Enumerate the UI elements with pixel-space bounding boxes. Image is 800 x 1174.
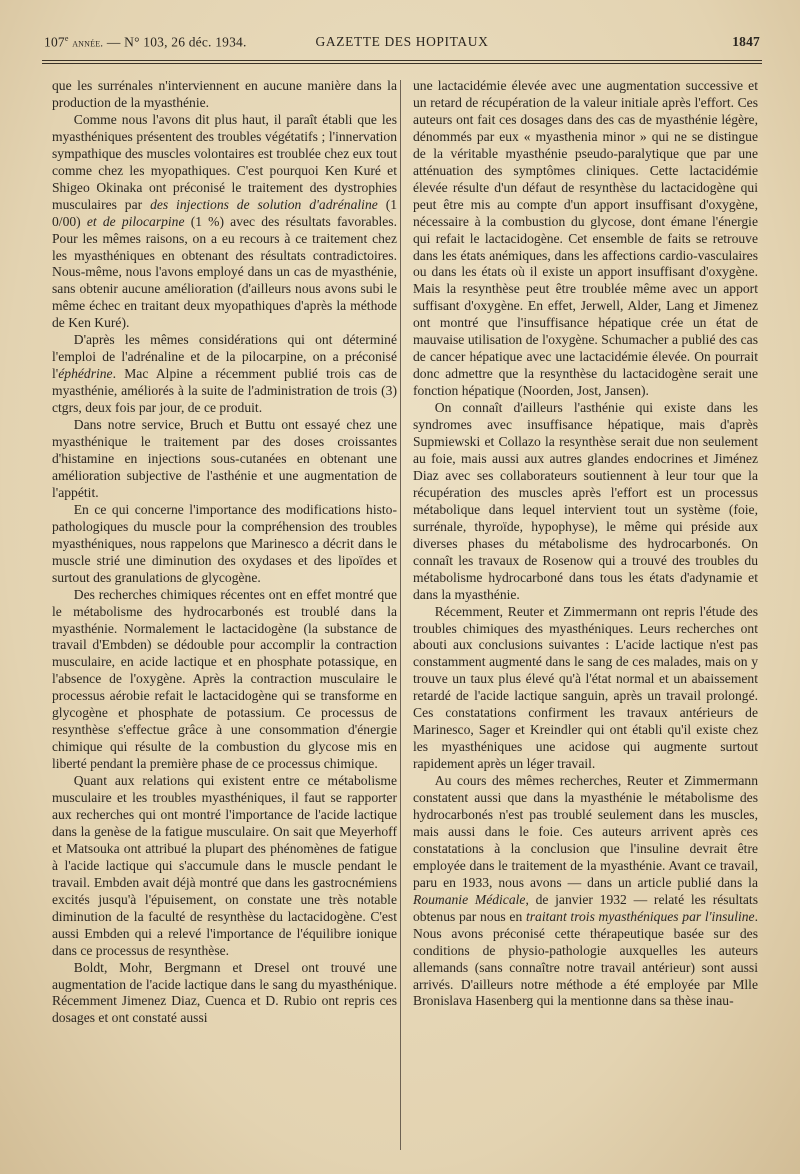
- paragraph: Dans notre service, Bruch et Buttu ont essayé chez une myasthénique le traitement par des doses croissantes d'histamine en injections sous-cutanées en obtenant une amélioration subjective de l'asthénie et une augmentation de l'appétit.: [52, 417, 397, 500]
- paragraph: D'après les mêmes considérations qui ont déterminé l'emploi de l'adrénaline et de la pilocarpine, on a préconisé l'éphédrine. Mac Alpine a récemment publié trois cas de myasthénie, améliorés à la suite de l'administration de trois (3) ctgrs, deux fois par jour, de ce produit.: [52, 332, 397, 416]
- right-column: [413, 78, 758, 1010]
- paragraph: Quant aux relations qui existent entre ce métabolisme musculaire et les troubles myasthéniques, il faut se rapporter aux recherches qui ont montré l'importance de l'acide lactique dans la genèse de la fatigue musculaire. On sait que Meyerhoff et Matsouka ont attribué la plupart des phénomènes de fatigue à l'acide lactique qui s'accumule dans le muscle pendant le travail. Embden avait déjà montré que dans les gastrocnémiens excités jusqu'à l'épuisement, on constate une très notable diminution de la faculté de resynthèse du lactacidogène. C'est aussi Embden qui a relevé l'importance de l'équilibre ionique dans ce processus de resynthèse.: [52, 773, 397, 958]
- running-header: [44, 34, 760, 54]
- journal-title: GAZETTE DES HOPITAUX: [315, 34, 489, 49]
- paragraph: Boldt, Mohr, Bergmann et Dresel ont trouvé une augmentation de l'acide lactique dans le sang du myasthénique. Récemment Jimenez Diaz, Cuenca et D. Rubio ont repris ces dosages et ont constaté aussi: [52, 959, 397, 1026]
- edition-number: 107: [44, 34, 65, 50]
- paragraph: Comme nous l'avons dit plus haut, il paraît établi que les myasthéniques présentent des troubles végétatifs ; l'innervation sympathique des muscles volontaires est troublée chez eux tout comme chez les myopathiques. C'est pourquoi Ken Kuré et Shigeo Okinaka ont préconisé le traitement des dystrophies musculaires par des injections de solution d'adrénaline (1 0/00) et de pilocarpine (1 %) avec des résultats favorables. Pour les mêmes raisons, on a eu recours à ce traitement chez les myasthéniques en obtenant des résultats contradictoires. Nous-même, nous l'avons employé dans un cas de myasthénie, sans obtenir aucune amélioration (d'ailleurs nous avons subi le même échec en traitant deux myopathiques d'après la méthode de Ken Kuré).: [52, 111, 398, 331]
- header-rule-bottom: [42, 63, 762, 64]
- paragraph: Des recherches chimiques récentes ont en effet montré que le métabolisme des hydrocarbonés est troublé dans la myasthénie. Normalement le lactacidogène (la substance de travail d'Embden) se dédouble pour accomplir la contraction musculaire, en acide lactique et en phosphate potassique, en l'absence de l'oxygène. Après la contraction musculaire le processus aérobie refait le lactacidogène qui se transforme en glycogène et phosphate de potassium. Ce processus de resynthèse s'effectue grâce à une consommation d'énergie chimique qui résulte de la combustion du glycose mis en liberté pendant la première phase de ce processus chimique.: [52, 586, 397, 772]
- page-number: 1847: [732, 34, 760, 49]
- left-column: [52, 78, 397, 1027]
- paragraph: que les surrénales n'interviennent en aucune manière dans la production de la myasthénie.: [52, 78, 397, 110]
- italic-text: éphédrine: [58, 366, 113, 382]
- column-divider: [400, 80, 401, 1150]
- italic-text: traitant trois myasthéniques par l'insuline: [525, 908, 755, 924]
- issue-number-date: — N° 103, 26 déc. 1934.: [106, 34, 247, 50]
- edition-label: année.: [72, 37, 104, 50]
- italic-text: et de pilocarpine: [86, 213, 185, 229]
- paragraph: On connaît d'ailleurs l'asthénie qui existe dans les syndromes avec insuffisance hépatique, mais d'après Supmiewski et Collazo la resynthèse serait due non seulement au foie, mais aussi aux autres glandes endocrines et Jiménez Diaz avec ses collaborateurs soutiennent à leur tour que la récupération des muscles après l'effort est un processus métabolique dans lequel intervient tout un système (foie, surrénale, thyroïde, hypophyse), le même qui préside aux diverses phases du métabolisme des hydrocarbonés. On connaît les travaux de Rosenow qui a trouvé des troubles du métabolisme hydrocarboné dans tous les états d'adynamie et dans la myasthénie.: [413, 400, 758, 602]
- italic-text: Roumanie Médicale: [413, 891, 526, 907]
- paragraph: En ce qui concerne l'importance des modifications histo-pathologiques du muscle pour la compréhension des troubles myasthéniques, nous rappelons que Marinesco a décrit dans le muscle strié une diminution des oxydases et des lipoïdes et surtout des granulations de glycogène.: [52, 501, 397, 585]
- paragraph: une lactacidémie élevée avec une augmentation successive et un retard de récupération de la valeur initiale après l'effort. Ces auteurs ont fait ces dosages dans des cas de myasthénie légère, dénommés par eux « myasthenia minor » qui ne se distingue de la véritable myasthénie pseudo-paralytique que par une atténuation des symptômes cliniques. Cette lactacidémie élevée résulte d'un défaut de resynthèse du lactacidogène qui peut être mis au compte d'un apport insuffisant d'oxygène, nécessaire à la combustion du glycose, dont émane l'énergie qui refait le lactacidogène. Cet ensemble de faits se retrouve dans les états anémiques, dans les affections cardio-vasculaires ou dans les états où il existe un apport insuffisant d'oxygène. Mais la resynthèse peut être troublée même avec un apport suffisant d'oxygène. En effet, Jerwell, Alder, Lang et Jimenez ont montré que l'insuffisance hépatique crée un état de mauvaise utilisation de l'oxygène. Schumacher a publié des cas de cancer hépatique avec une lactacidémie élevée. On pourrait donc admettre que la resynthèse du lactacidogène serait une fonction hépatique (Noorden, Jost, Jansen).: [413, 78, 758, 399]
- paragraph: Au cours des mêmes recherches, Reuter et Zimmermann constatent aussi que dans la myasthénie le métabolisme des hydrocarbonés n'est pas troublé seulement dans les muscles, mais aussi dans le foie. Ces auteurs arrivent après ces constatations à la conclusion que l'insuline devrait être employée dans le traitement de la myasthénie. Avant ce travail, paru en 1933, nous avons — dans un article publié dans la Roumanie Médicale, de janvier 1932 — relaté les résultats obtenus par nous en traitant trois myasthéniques par l'insuline. Nous avons préconisé cette thérapeutique basée sur des conditions de physio-pathologie auxquelles les auteurs allemands (sans connaître notre travail antérieur) sont aussi arrivés. D'ailleurs notre méthode a été employée par Mlle Bronislava Hasenberg qui la mentionne dans sa thèse inau-: [413, 773, 758, 1009]
- header-rule-top: [42, 60, 762, 61]
- italic-text: des injections de solution d'adrénaline: [150, 196, 378, 212]
- edition-sup: e: [64, 34, 69, 43]
- paragraph: Récemment, Reuter et Zimmermann ont repris l'étude des troubles chimiques des myasthéniques. Leurs recherches ont abouti aux conclusions suivantes : L'acide lactique n'est pas constamment augmenté dans le sang de ces malades, mais on y trouve un taux plus élevé qu'à l'état normal et un abaissement retardé de l'acide lactique sanguin, après un travail prolongé. Ces constatations confirment les travaux antérieurs de Marinesco, Sager et Kreindler qui ont établi qu'il existe chez les myasthéniques une acidose qui augmente surtout rapidement après un léger travail.: [413, 603, 758, 772]
